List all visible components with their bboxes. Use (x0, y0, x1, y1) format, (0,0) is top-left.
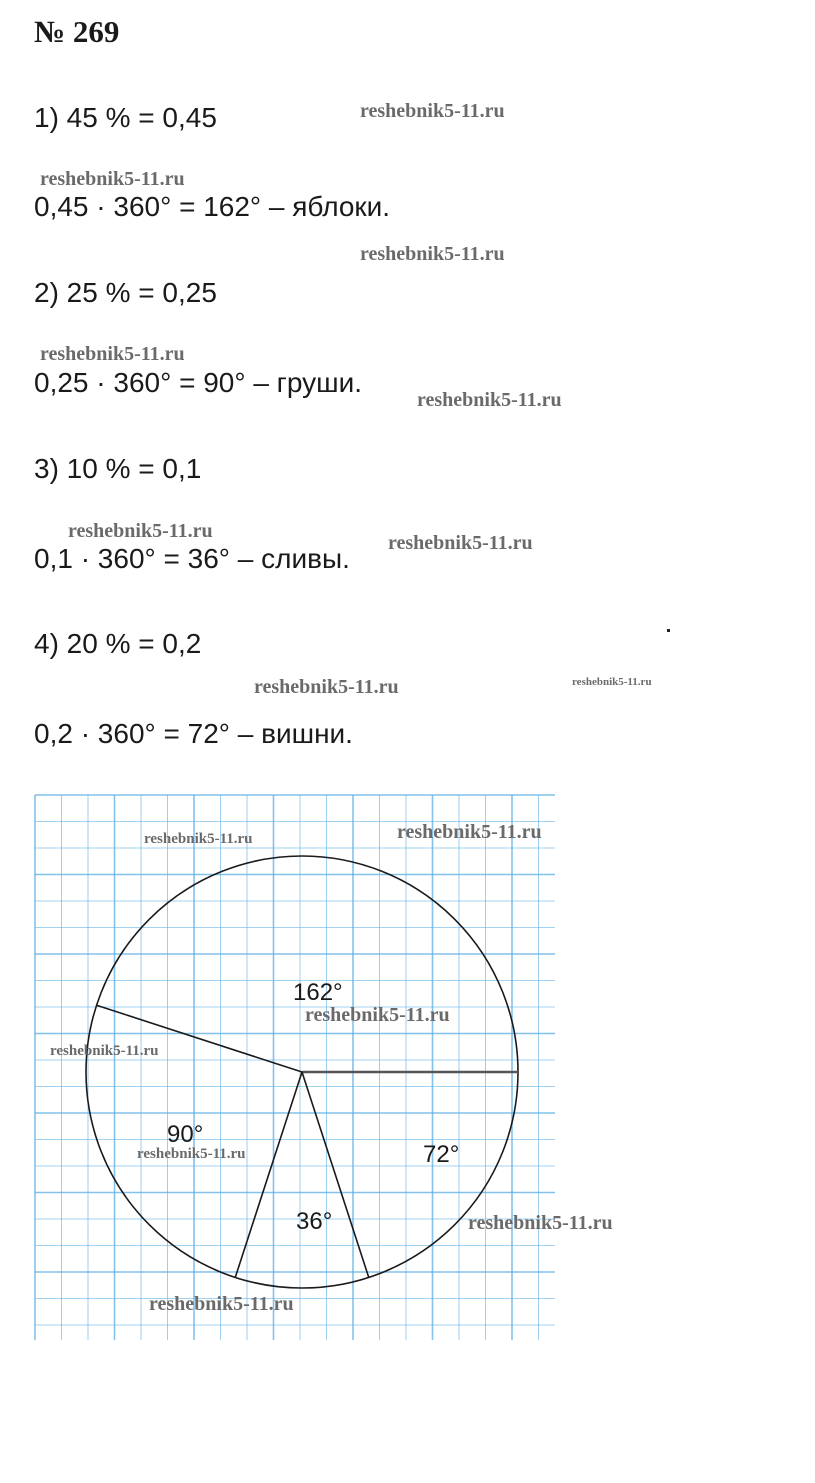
watermark: reshebnik5-11.ru (360, 100, 505, 122)
sector-label-72: 72° (423, 1141, 460, 1168)
watermark: reshebnik5-11.ru (360, 243, 505, 265)
sector-label-36: 36° (296, 1208, 333, 1235)
stray-dot (667, 629, 670, 632)
watermark: reshebnik5-11.ru (50, 1043, 159, 1059)
step-3-calc: 0,1 · 360° = 36° – сливы. (34, 543, 350, 574)
step-2-percent: 2) 25 % = 0,25 (34, 277, 217, 308)
pie-radius (302, 1072, 369, 1277)
watermark: reshebnik5-11.ru (254, 676, 399, 698)
watermark: reshebnik5-11.ru (397, 821, 542, 843)
watermark: reshebnik5-11.ru (305, 1004, 450, 1026)
sector-label-90: 90° (167, 1121, 204, 1148)
watermark: reshebnik5-11.ru (149, 1293, 294, 1315)
problem-number: № 269 (34, 14, 120, 49)
watermark: reshebnik5-11.ru (137, 1146, 246, 1162)
grid-paper (35, 795, 555, 1340)
pie-chart-figure (0, 780, 815, 1350)
step-2-calc: 0,25 · 360° = 90° – груши. (34, 367, 363, 398)
step-1-calc: 0,45 · 360° = 162° – яблоки. (34, 191, 391, 222)
step-4-calc: 0,2 · 360° = 72° – вишни. (34, 718, 353, 749)
step-1-percent: 1) 45 % = 0,45 (34, 102, 217, 133)
sector-label-162: 162° (293, 979, 343, 1006)
watermark: reshebnik5-11.ru (68, 520, 213, 542)
watermark: reshebnik5-11.ru (388, 532, 533, 554)
watermark: reshebnik5-11.ru (468, 1212, 613, 1234)
pie-radius (97, 1005, 302, 1072)
pie-radius (235, 1072, 302, 1277)
watermark: reshebnik5-11.ru (40, 168, 185, 190)
step-3-percent: 3) 10 % = 0,1 (34, 453, 202, 484)
watermark: reshebnik5-11.ru (417, 389, 562, 411)
watermark: reshebnik5-11.ru (40, 343, 185, 365)
step-4-percent: 4) 20 % = 0,2 (34, 628, 202, 659)
watermark: reshebnik5-11.ru (572, 676, 652, 688)
watermark: reshebnik5-11.ru (144, 831, 253, 847)
